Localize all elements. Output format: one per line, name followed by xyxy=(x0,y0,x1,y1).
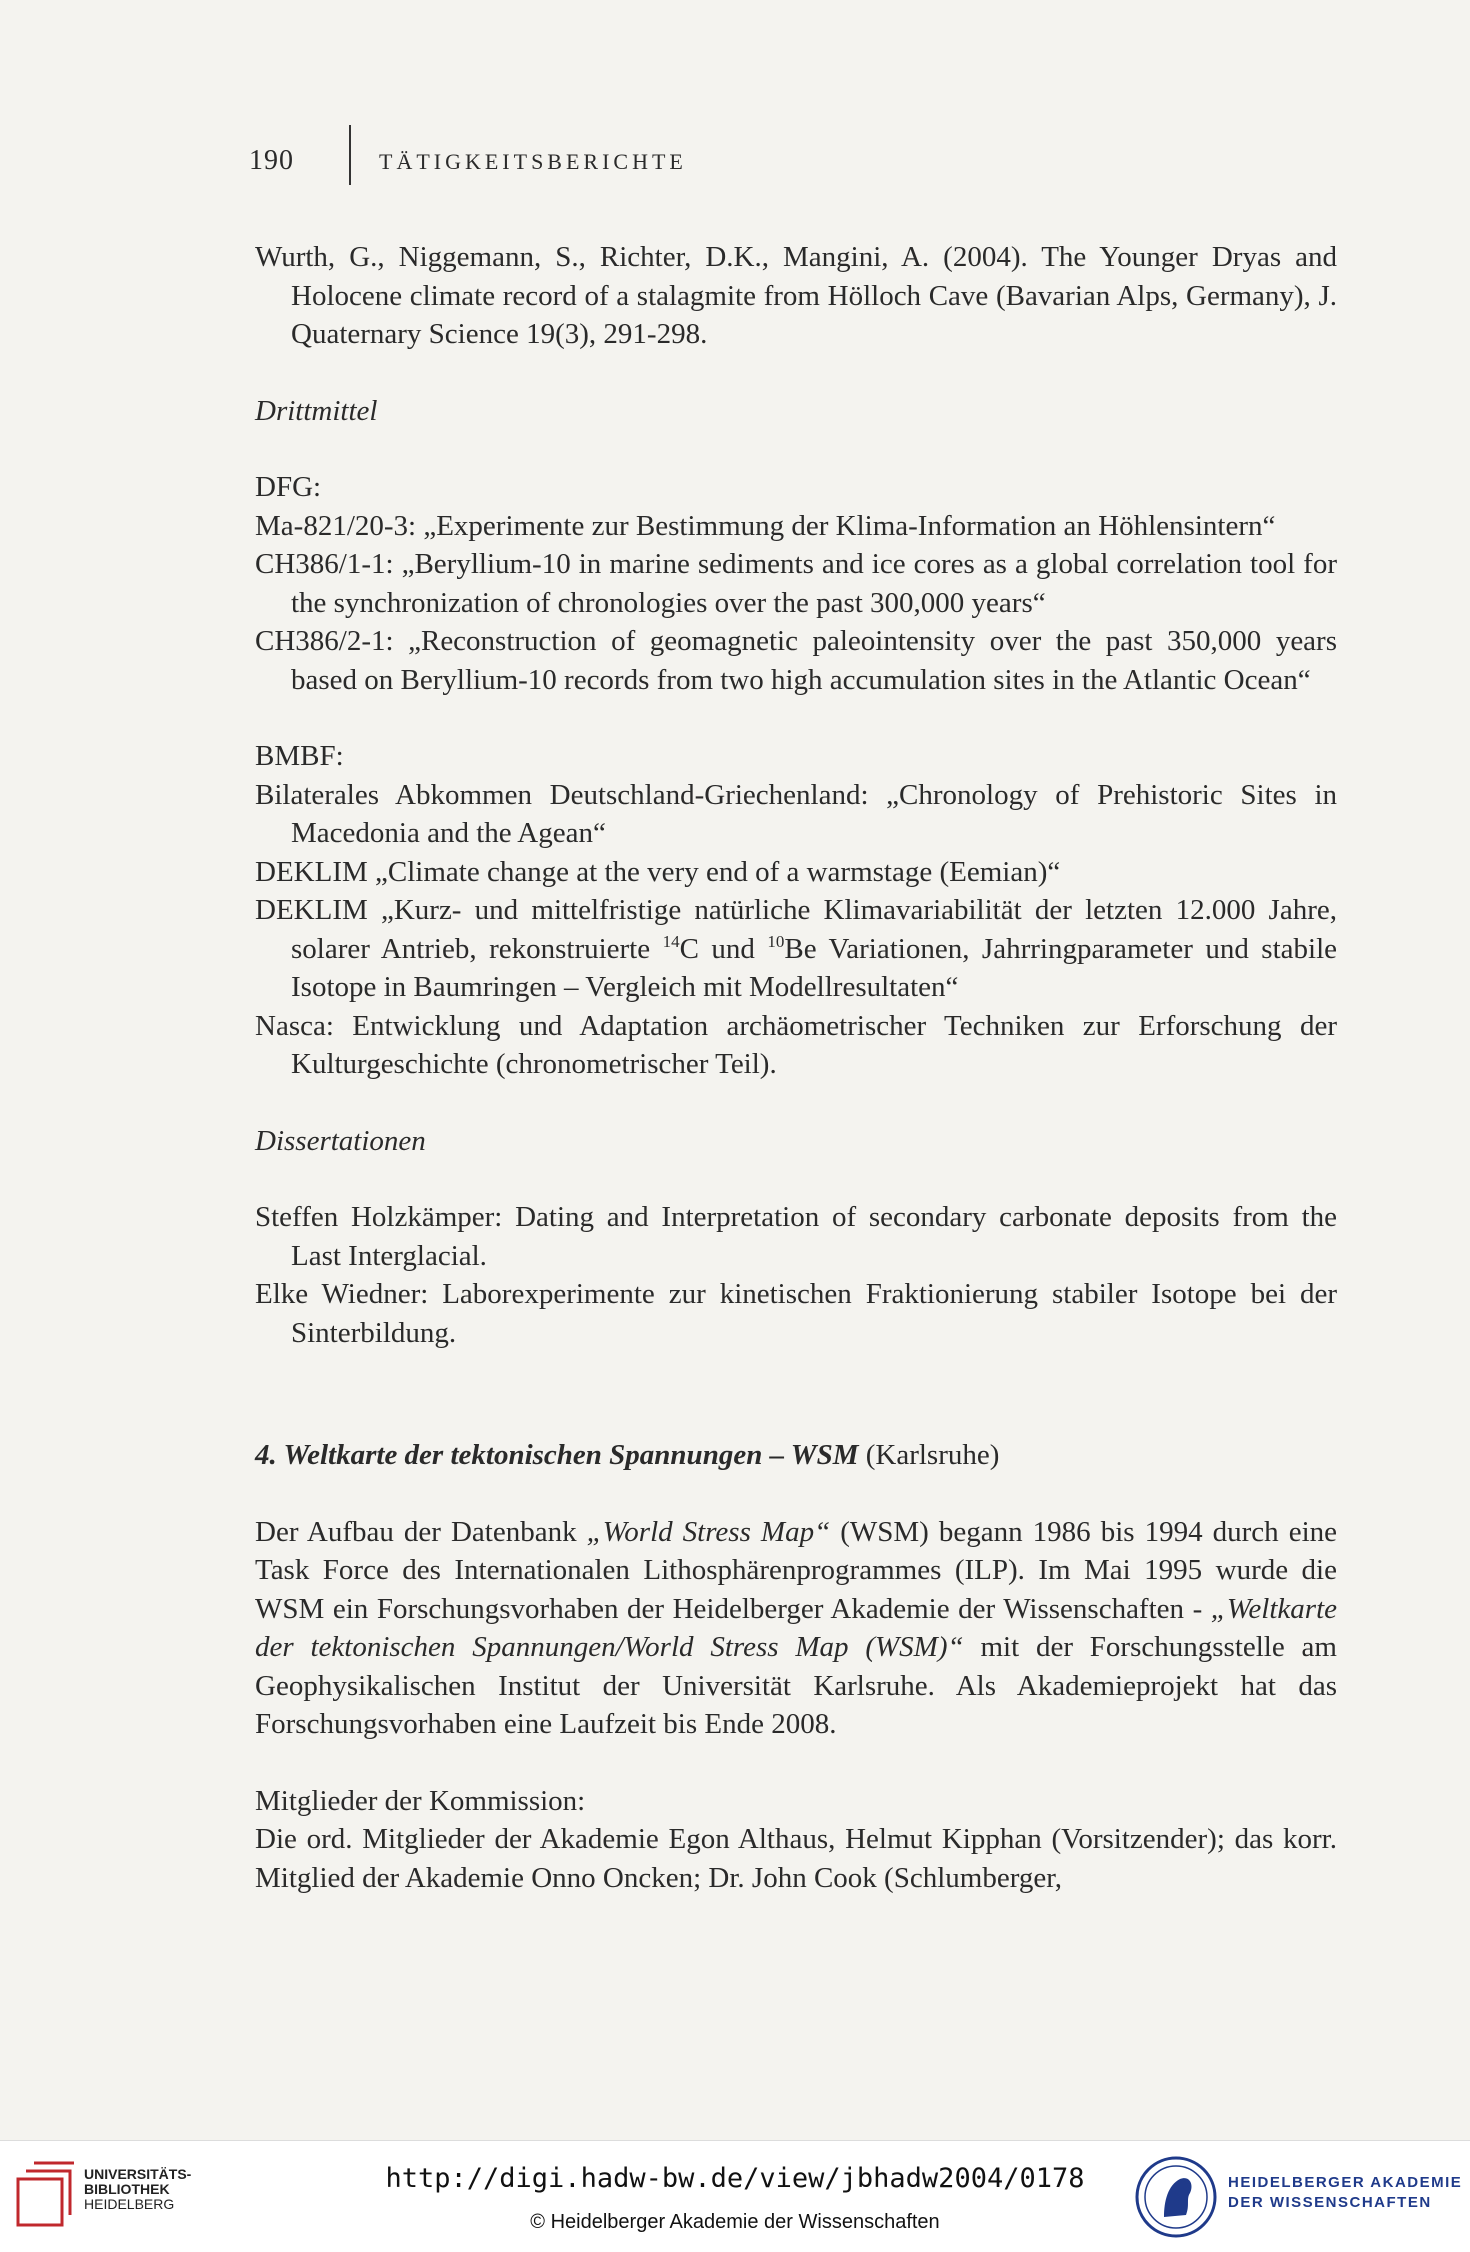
copyright-notice: © Heidelberger Akademie der Wissenschaften xyxy=(530,2211,940,2233)
permalink[interactable]: http://digi.hadw-bw.de/view/jbhadw2004/0178 xyxy=(385,2163,1085,2194)
dfg-label: DFG: xyxy=(255,471,322,503)
grant-entry: Ma-821/20-3: „Experimente zur Bestimmung der Klima-Information an Höhlensintern“ xyxy=(255,509,1276,542)
university-library-name: UNIVERSITÄTS- BIBLIOTHEK HEIDELBERG xyxy=(84,2166,192,2212)
dissertation-entry: Steffen Holzkämper: Dating and Interpretation of secondary carbonate deposits from the Last Interglacial. xyxy=(255,1201,1337,1272)
section-4-paragraph: Der Aufbau der Datenbank „World Stress Map“ (WSM) begann 1986 bis 1994 durch eine Task Force des Internationalen Lithosphärenprogrammes (ILP). Im Mai 1995 wurde die WSM ein Forschungsvorhaben der Heidelberger Akademie der Wissenschaften - „Weltkarte der tektonischen Spannungen/World Stress Map (WSM)“ mit der Forschungsstelle am Geophysikalischen Institut der Universität Karlsruhe. Als Akademieprojekt hat das Forschungsvorhaben eine Laufzeit bis Ende 2008. xyxy=(255,1515,1337,1740)
page-body xyxy=(255,238,1337,1897)
grant-entry: CH386/1-1: „Beryllium-10 in marine sediments and ice cores as a global correlation tool for the synchronization of chronologies over the past 300,000 years“ xyxy=(255,548,1337,619)
viewer-footer xyxy=(0,2140,1470,2252)
grant-entry: DEKLIM „Kurz- und mittelfristige natürliche Klimavariabilität der letzten 12.000 Jahre, solarer Antrieb, rekonstruierte $^{14}$C und $^{10}$Be Variationen, Jahrringparameter und stabile Isotope in Baumringen – Vergleich mit Modellresultaten“ xyxy=(255,894,1337,1003)
page-header xyxy=(249,145,1349,185)
grant-entry: DEKLIM „Climate change at the very end of a warmstage (Eemian)“ xyxy=(255,855,1061,888)
bmbf-label: BMBF: xyxy=(255,740,344,772)
dissertation-entry: Elke Wiedner: Laborexperimente zur kinetischen Fraktionierung stabiler Isotope bei der Sinterbildung. xyxy=(255,1278,1337,1349)
header-divider xyxy=(349,125,351,185)
academy-seal-icon xyxy=(1134,2155,1218,2239)
running-head: TÄTIGKEITSBERICHTE xyxy=(379,149,687,174)
grant-entry: Nasca: Entwicklung und Adaptation archäometrischer Techniken zur Erforschung der Kulturgeschichte (chronometrischer Teil). xyxy=(255,1009,1337,1080)
members-text: Die ord. Mitglieder der Akademie Egon Althaus, Helmut Kipphan (Vorsitzender); das korr. Mitglied der Akademie Onno Oncken; Dr. John Cook (Schlumberger, xyxy=(255,1823,1337,1894)
section-heading-drittmittel: Drittmittel xyxy=(255,394,378,427)
academy-name: HEIDELBERGER AKADEMIE DER WISSENSCHAFTEN xyxy=(1228,2174,1463,2211)
section-heading-dissertationen: Dissertationen xyxy=(255,1124,426,1157)
section-4-heading: 4. Weltkarte der tektonischen Spannungen – WSM (Karlsruhe) xyxy=(255,1439,1000,1471)
grant-entry: CH386/2-1: „Reconstruction of geomagnetic paleointensity over the past 350,000 years based on Beryllium-10 records from two high accumulation sites in the Atlantic Ocean“ xyxy=(255,625,1337,696)
page-number: 190 xyxy=(249,145,294,176)
reference-entry: Wurth, G., Niggemann, S., Richter, D.K., Mangini, A. (2004). The Younger Dryas and Holocene climate record of a stalagmite from Hölloch Cave (Bavarian Alps, Germany), J. Quaternary Science 19(3), 291-298. xyxy=(255,241,1337,350)
grant-entry: Bilaterales Abkommen Deutschland-Griechenland: „Chronology of Prehistoric Sites in Macedonia and the Agean“ xyxy=(255,778,1337,849)
members-heading: Mitglieder der Kommission: xyxy=(255,1784,586,1817)
